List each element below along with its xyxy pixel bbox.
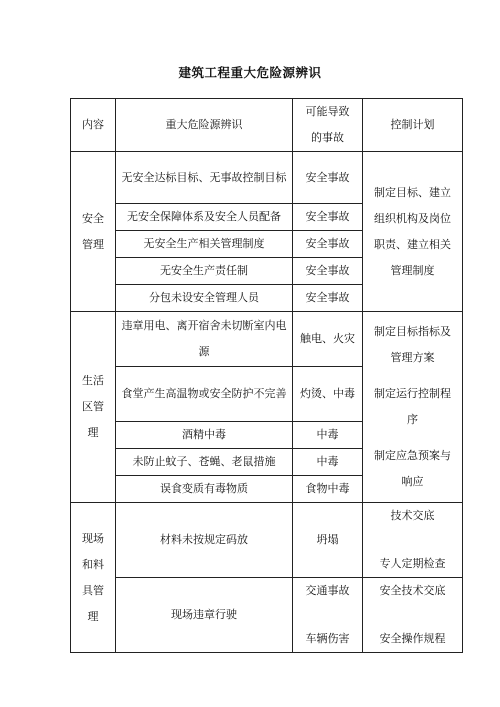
accident-item: 车辆伤害 [305,632,350,645]
category-site-material-management: 现场和料具管理 [71,503,116,653]
hazard-cell: 食堂产生高温物或安全防护不完善 [116,367,293,422]
accident-cell: 安全事故 [293,285,363,312]
accident-cell: 中毒 [293,422,363,449]
accident-cell: 灼烫、中毒 [293,367,363,422]
control-plan-item: 安全操作规程 [379,632,446,645]
accident-cell: 坍塌 [293,503,363,578]
category-safety-management: 安全管理 [71,152,116,312]
table-row [71,578,463,653]
hazard-cell: 无安全生产责任制 [116,258,293,285]
hazard-cell: 违章用电、离开宿舍未切断室内电源 [116,312,293,367]
control-plan-item: 制定目标指标及管理方案 [374,325,451,364]
control-plan-cell [363,312,463,503]
hazard-cell: 无安全生产相关管理制度 [116,231,293,258]
control-plan-item: 专人定期检查 [379,557,446,570]
control-plan-cell [363,578,463,653]
accident-item: 交通事故 [305,584,350,597]
control-plan-item: 制定应急预案与响应 [374,449,451,488]
control-plan-item: 安全技术交底 [379,584,446,597]
page-title: 建筑工程重大危险源辨识 [178,65,322,80]
table-row [71,152,463,204]
hazard-cell: 误食变质有毒物质 [116,476,293,503]
header-plan: 控制计划 [363,99,463,152]
hazard-cell: 分包未设安全管理人员 [116,285,293,312]
table-row [71,503,463,578]
hazard-cell: 材料未按规定码放 [116,503,293,578]
header-content: 内容 [71,99,116,152]
table-row [71,312,463,367]
accident-cell [293,578,363,653]
accident-cell: 中毒 [293,449,363,476]
header-accident: 可能导致的事故 [293,99,363,152]
control-plan-item: 制定运行控制程序 [374,387,451,426]
accident-cell: 食物中毒 [293,476,363,503]
control-plan-cell: 制定目标、建立组织机构及岗位职责、建立相关管理制度 [363,152,463,312]
category-living-area-management: 生活区管理 [71,312,116,503]
accident-cell: 安全事故 [293,258,363,285]
header-hazard: 重大危险源辨识 [116,99,293,152]
hazard-cell: 未防止蚊子、苍蝇、老鼠措施 [116,449,293,476]
hazard-cell: 无安全达标目标、无事故控制目标 [116,152,293,204]
hazard-cell: 无安全保障体系及安全人员配备 [116,204,293,231]
control-plan-item: 技术交底 [390,509,435,522]
hazard-cell: 现场违章行驶 [116,578,293,653]
accident-cell: 安全事故 [293,152,363,204]
accident-cell: 安全事故 [293,204,363,231]
table-header-row [71,99,463,152]
accident-cell: 安全事故 [293,231,363,258]
hazard-cell: 酒精中毒 [116,422,293,449]
control-plan-cell [363,503,463,578]
accident-cell: 触电、火灾 [293,312,363,367]
hazard-table [70,98,463,653]
